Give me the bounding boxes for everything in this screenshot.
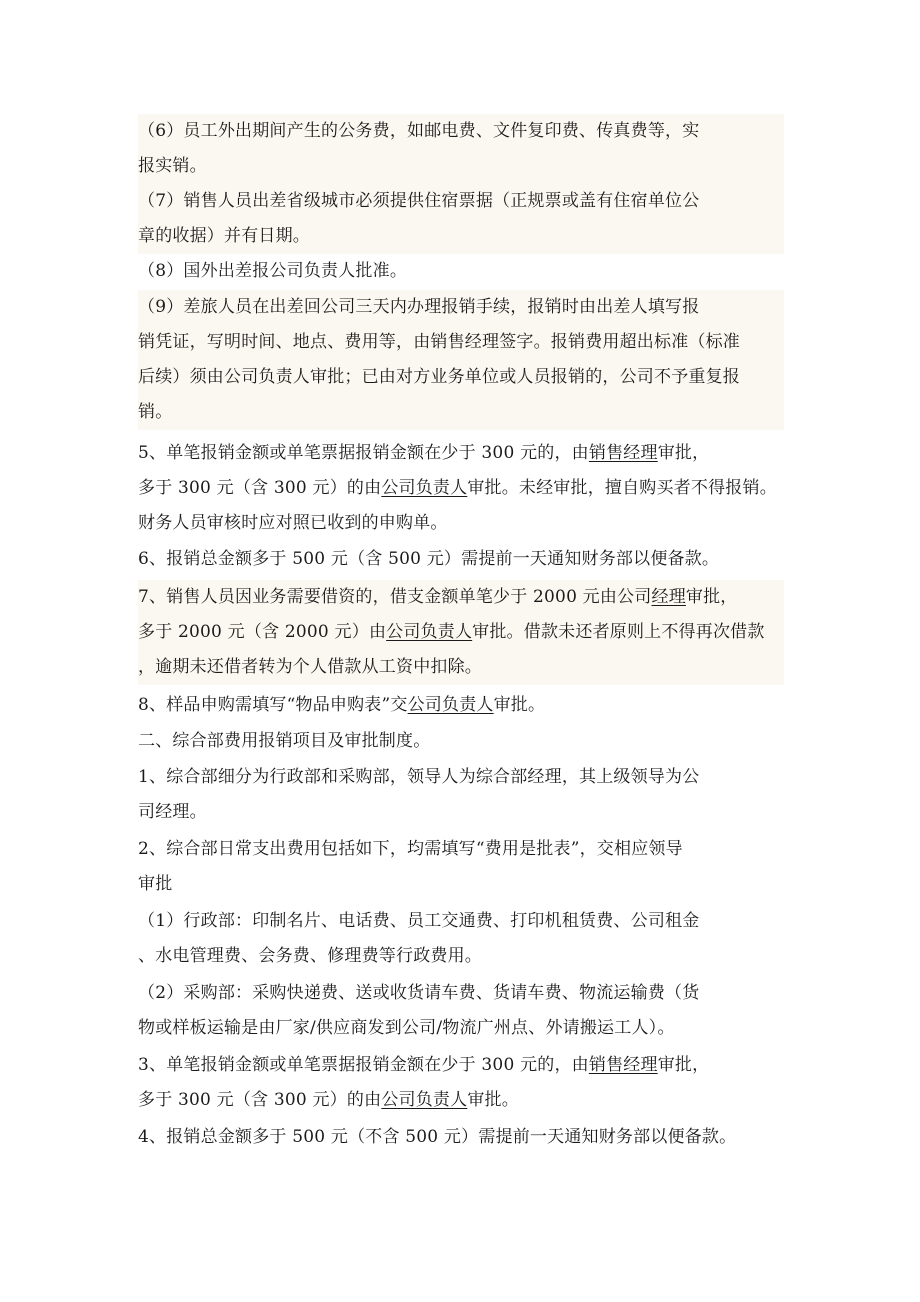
text-segment: （2）采购部：采购快递费、送或收货请车费、货请车费、物流运输费（货 bbox=[138, 983, 700, 1003]
text-segment: 财务人员审核时应对照已收到的申购单。 bbox=[138, 513, 448, 533]
text-segment: 审批。未经审批，擅自购买者不得报销。 bbox=[467, 478, 777, 498]
underlined-role: 公司负责人 bbox=[407, 695, 494, 715]
text-line bbox=[138, 184, 784, 219]
text-segment: 1、综合部细分为行政部和采购部，领导人为综合部经理，其上级领导为公 bbox=[138, 767, 700, 787]
text-line bbox=[138, 580, 784, 615]
text-line bbox=[138, 650, 784, 685]
text-line bbox=[138, 1048, 784, 1083]
text-line bbox=[138, 1011, 784, 1046]
text-segment: 审批， bbox=[685, 587, 738, 607]
text-segment: ，逾期未还借者转为个人借款从工资中扣除。 bbox=[138, 657, 482, 677]
paragraph bbox=[138, 542, 784, 577]
text-line bbox=[138, 290, 784, 325]
text-segment: （1）行政部：印制名片、电话费、员工交通费、打印机租赁费、公司租金 bbox=[138, 911, 700, 931]
text-segment: 物或样板运输是由厂家/供应商发到公司/物流广州点、外请搬运工人）。 bbox=[138, 1018, 675, 1038]
paragraph bbox=[138, 688, 784, 723]
text-line bbox=[138, 976, 784, 1011]
text-segment: 审批， bbox=[657, 443, 710, 463]
text-segment: 审批 bbox=[138, 874, 173, 894]
text-segment: （9）差旅人员在出差回公司三天内办理报销手续，报销时由出差人填写报 bbox=[138, 297, 700, 317]
paragraph bbox=[138, 976, 784, 1046]
text-line bbox=[138, 360, 784, 395]
text-segment: 8、样品申购需填写“物品申购表”交 bbox=[138, 695, 408, 715]
paragraph bbox=[138, 760, 784, 830]
text-line bbox=[138, 724, 784, 759]
paragraph bbox=[138, 1048, 784, 1118]
text-segment: 多于 2000 元（含 2000 元）由 bbox=[138, 622, 387, 642]
text-line bbox=[138, 395, 784, 430]
text-segment: 多于 300 元（含 300 元）的由 bbox=[138, 1090, 382, 1110]
text-line bbox=[138, 795, 784, 830]
text-line bbox=[138, 149, 784, 184]
text-line bbox=[138, 939, 784, 974]
paragraph bbox=[138, 832, 784, 902]
text-segment: 7、销售人员因业务需要借资的，借支金额单笔少于 2000 元由公司 bbox=[138, 587, 652, 607]
text-segment: 3、单笔报销金额或单笔票据报销金额在少于 300 元的，由 bbox=[138, 1055, 589, 1075]
text-line bbox=[138, 114, 784, 149]
paragraph bbox=[138, 290, 784, 430]
underlined-role: 经理 bbox=[651, 587, 686, 607]
text-segment: 二、综合部费用报销项目及审批制度。 bbox=[138, 731, 431, 751]
text-segment: 审批， bbox=[657, 1055, 710, 1075]
text-segment: （8）国外出差报公司负责人批准。 bbox=[138, 261, 408, 281]
underlined-role: 公司负责人 bbox=[386, 622, 473, 642]
text-line bbox=[138, 542, 784, 577]
text-line bbox=[138, 254, 784, 289]
paragraph bbox=[138, 436, 784, 541]
paragraph bbox=[138, 184, 784, 254]
paragraph bbox=[138, 904, 784, 974]
text-segment: 6、报销总金额多于 500 元（含 500 元）需提前一天通知财务部以便备款。 bbox=[138, 549, 720, 569]
text-line bbox=[138, 688, 784, 723]
text-line bbox=[138, 1083, 784, 1118]
text-segment: （7）销售人员出差省级城市必须提供住宿票据（正规票或盖有住宿单位公 bbox=[138, 191, 700, 211]
text-segment: 审批。借款未还者原则上不得再次借款 bbox=[472, 622, 765, 642]
paragraph bbox=[138, 254, 784, 289]
text-line bbox=[138, 760, 784, 795]
text-line bbox=[138, 325, 784, 360]
text-segment: 4、报销总金额多于 500 元（不含 500 元）需提前一天通知财务部以便备款。 bbox=[138, 1127, 737, 1147]
text-segment: 报实销。 bbox=[138, 156, 207, 176]
text-segment: 多于 300 元（含 300 元）的由 bbox=[138, 478, 382, 498]
text-line bbox=[138, 867, 784, 902]
text-segment: 、水电管理费、会务费、修理费等行政费用。 bbox=[138, 946, 482, 966]
underlined-role: 公司负责人 bbox=[381, 1090, 468, 1110]
text-segment: 审批。 bbox=[493, 695, 546, 715]
paragraph bbox=[138, 1120, 784, 1155]
text-line bbox=[138, 219, 784, 254]
text-segment: 审批。 bbox=[467, 1090, 519, 1110]
paragraph bbox=[138, 580, 784, 685]
paragraph bbox=[138, 724, 784, 759]
text-line bbox=[138, 904, 784, 939]
text-segment: 章的收据）并有日期。 bbox=[138, 226, 310, 246]
text-segment: 司经理。 bbox=[138, 802, 207, 822]
text-line bbox=[138, 1120, 784, 1155]
underlined-role: 销售经理 bbox=[588, 443, 658, 463]
underlined-role: 公司负责人 bbox=[381, 478, 468, 498]
text-line bbox=[138, 471, 784, 506]
text-segment: 5、单笔报销金额或单笔票据报销金额在少于 300 元的，由 bbox=[138, 443, 589, 463]
paragraph bbox=[138, 114, 784, 184]
text-line bbox=[138, 832, 784, 867]
underlined-role: 销售经理 bbox=[588, 1055, 658, 1075]
text-segment: 销凭证，写明时间、地点、费用等，由销售经理签字。报销费用超出标准（标准 bbox=[138, 332, 740, 352]
text-segment: 销。 bbox=[138, 402, 173, 422]
text-line bbox=[138, 436, 784, 471]
text-segment: 2、综合部日常支出费用包括如下，均需填写“费用是批表”，交相应领导 bbox=[138, 839, 683, 859]
text-line bbox=[138, 506, 784, 541]
text-segment: 后续）须由公司负责人审批；已由对方业务单位或人员报销的，公司不予重复报 bbox=[138, 367, 740, 387]
text-segment: （6）员工外出期间产生的公务费，如邮电费、文件复印费、传真费等，实 bbox=[138, 121, 700, 141]
text-line bbox=[138, 615, 784, 650]
